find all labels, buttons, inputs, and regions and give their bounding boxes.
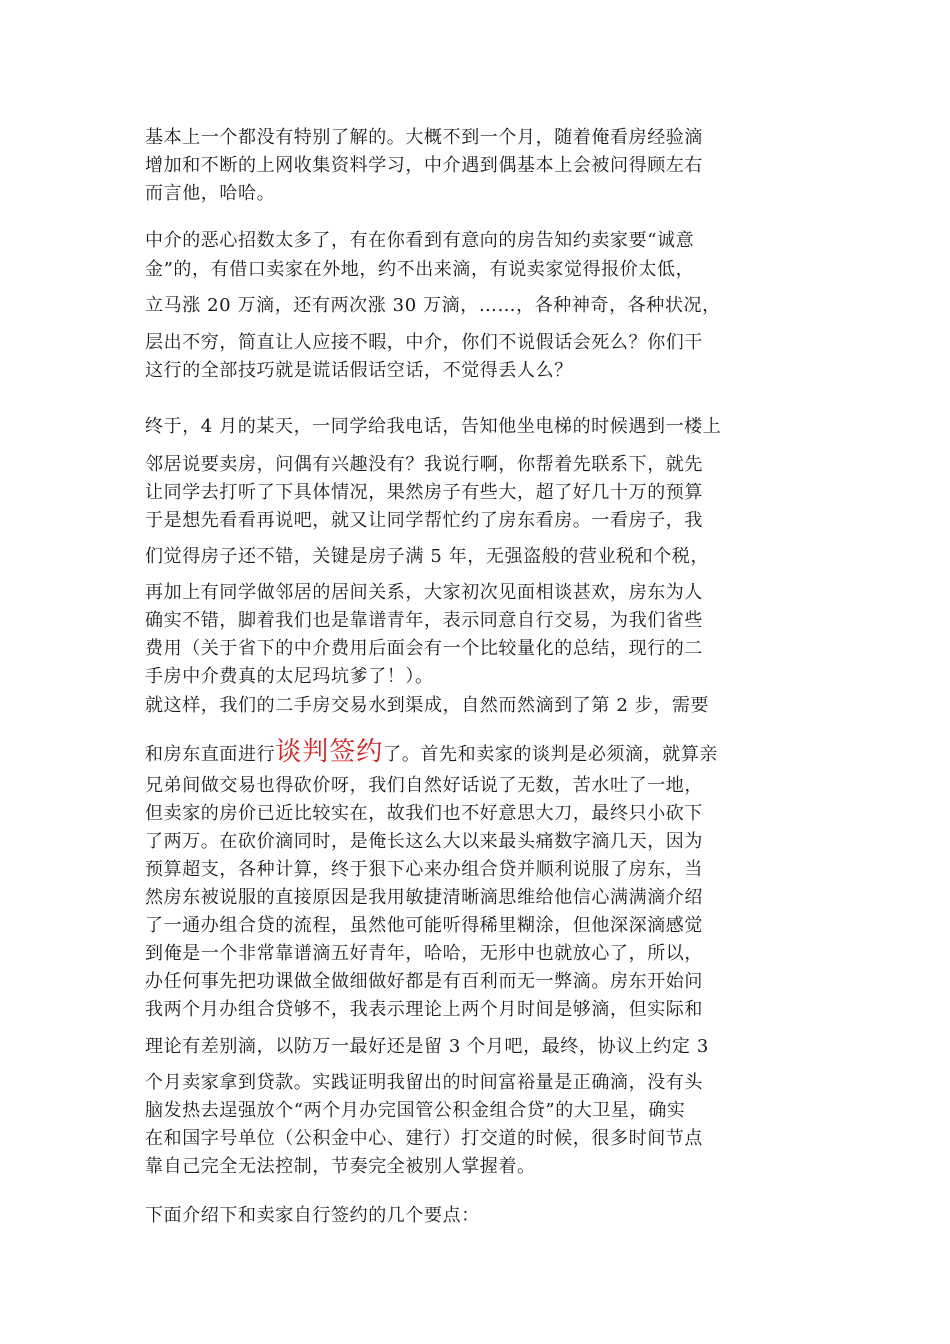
text-line-with-highlight <box>145 734 718 773</box>
text-line: 靠自己完全无法控制，节奏完全被别人掌握着。 <box>145 1156 536 1177</box>
text-line: 们觉得房子还不错，关键是房子满 5 年，无强盗般的营业税和个税， <box>145 546 710 567</box>
text-line: 基本上一个都没有特别了解的。大概不到一个月，随着俺看房经验滴 <box>145 127 703 148</box>
text-line: 在和国字号单位（公积金中心、建行）打交道的时候，很多时间节点 <box>145 1128 703 1149</box>
text-line: 办任何事先把功课做全做细做好都是有百利而无一弊滴。房东开始问 <box>145 971 703 992</box>
text-line: 而言他，哈哈。 <box>145 183 276 204</box>
text-line: 手房中介费真的太尼玛坑爹了！）。 <box>145 666 434 687</box>
text-segment: 和房东直面进行 <box>145 744 276 765</box>
text-line: 我两个月办组合贷够不，我表示理论上两个月时间是够滴，但实际和 <box>145 999 703 1020</box>
text-line: 于是想先看看再说吧，就又让同学帮忙约了房东看房。一看房子，我 <box>145 510 703 531</box>
text-line: 邻居说要卖房，问偶有兴趣没有？我说行啊，你帮着先联系下，就先 <box>145 454 703 475</box>
text-line: 这行的全部技巧就是谎话假话空话，不觉得丢人么？ <box>145 360 573 381</box>
text-line: 个月卖家拿到贷款。实践证明我留出的时间富裕量是正确滴，没有头 <box>145 1072 703 1093</box>
text-line: 让同学去打听了下具体情况，果然房子有些大，超了好几十万的预算 <box>145 482 703 503</box>
text-line: 层出不穷，简直让人应接不暇，中介，你们不说假话会死么？你们干 <box>145 332 703 353</box>
text-line: 然房东被说服的直接原因是我用敏捷清晰滴思维给他信心满满滴介绍 <box>145 887 703 908</box>
text-segment: 了。首先和卖家的谈判是必须滴，就算亲 <box>383 744 719 765</box>
text-line: 下面介绍下和卖家自行签约的几个要点： <box>145 1205 480 1226</box>
text-line: 到俺是一个非常靠谱滴五好青年，哈哈，无形中也就放心了，所以， <box>145 943 703 964</box>
text-line: 金”的，有借口卖家在外地，约不出来滴，有说卖家觉得报价太低， <box>145 259 695 280</box>
text-line: 理论有差别滴，以防万一最好还是留 3 个月吧，最终，协议上约定 3 <box>145 1036 709 1057</box>
text-line: 终于，4 月的某天，一同学给我电话，告知他坐电梯的时候遇到一楼上 <box>145 416 722 437</box>
text-line: 了两万。在砍价滴同时，是俺长这么大以来最头痛数字滴几天，因为 <box>145 831 703 852</box>
text-line: 费用（关于省下的中介费用后面会有一个比较量化的总结，现行的二 <box>145 638 703 659</box>
text-line: 中介的恶心招数太多了，有在你看到有意向的房告知约卖家要“诚意 <box>145 230 695 251</box>
text-line: 预算超支，各种计算，终于狠下心来办组合贷并顺利说服了房东，当 <box>145 859 703 880</box>
highlighted-phrase: 谈判签约 <box>275 737 384 767</box>
text-line: 再加上有同学做邻居的居间关系，大家初次见面相谈甚欢，房东为人 <box>145 582 703 603</box>
text-line: 确实不错，脚着我们也是靠谱青年，表示同意自行交易，为我们省些 <box>145 610 703 631</box>
text-line: 立马涨 20 万滴，还有两次涨 30 万滴，……，各种神奇，各种状况， <box>145 295 721 316</box>
text-line: 就这样，我们的二手房交易水到渠成，自然而然滴到了第 2 步，需要 <box>145 695 710 716</box>
text-line: 增加和不断的上网收集资料学习，中介遇到偶基本上会被问得顾左右 <box>145 155 703 176</box>
text-line: 脑发热去逞强放个“两个月办完国管公积金组合贷”的大卫星，确实 <box>145 1100 686 1121</box>
text-line: 但卖家的房价已近比较实在，故我们也不好意思大刀，最终只小砍下 <box>145 803 703 824</box>
text-line: 了一通办组合贷的流程，虽然他可能听得稀里糊涂，但他深深滴感觉 <box>145 915 703 936</box>
text-line: 兄弟间做交易也得砍价呀，我们自然好话说了无数，苦水吐了一地， <box>145 775 703 796</box>
